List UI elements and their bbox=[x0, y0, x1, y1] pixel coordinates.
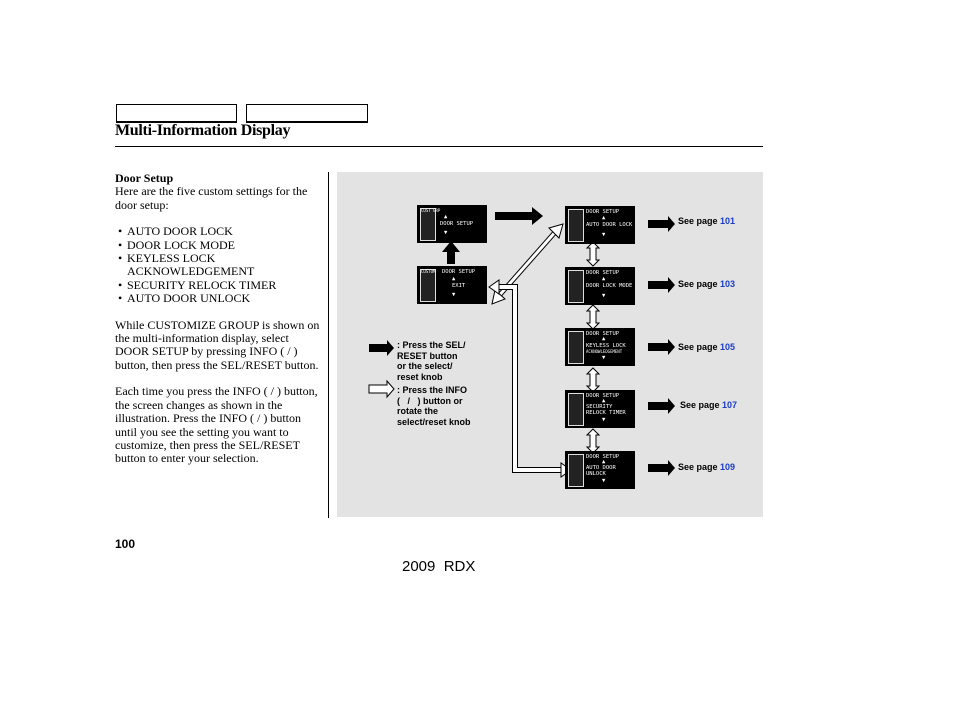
list-item: • DOOR LOCK MODE bbox=[115, 239, 323, 252]
header-tab-2 bbox=[246, 104, 368, 123]
info-updown-icon bbox=[587, 368, 599, 392]
column-divider bbox=[328, 172, 329, 518]
screen-line: ACKNOWLEDGEMENT bbox=[586, 349, 623, 354]
list-item: • AUTO DOOR LOCK bbox=[115, 225, 323, 238]
screen-line: SECURITY bbox=[586, 404, 613, 410]
legend-info: : Press the INFO ( / ) button or rotate the select/reset knob bbox=[397, 385, 471, 427]
settings-list bbox=[115, 225, 323, 305]
text-column bbox=[115, 172, 323, 466]
screen-title: DOOR SETUP bbox=[442, 269, 476, 275]
page-number: 100 bbox=[115, 537, 136, 551]
screen-title: DOOR SETUP bbox=[586, 270, 620, 276]
list-item: • SECURITY RELOCK TIMER bbox=[115, 279, 323, 292]
section-heading: Door Setup bbox=[115, 171, 174, 185]
see-page-107[interactable]: See page 107 bbox=[680, 400, 738, 410]
screen-tag: CUSTOM bbox=[421, 269, 436, 274]
list-item: • KEYLESS LOCK ACKNOWLEDGEMENT bbox=[115, 252, 323, 279]
see-page-arrow-icon bbox=[648, 277, 675, 293]
legend-sel-reset: : Press the SEL/ RESET button or the select/ reset knob bbox=[397, 340, 466, 382]
screen-line: EXIT bbox=[452, 283, 466, 289]
see-page-109[interactable]: See page 109 bbox=[678, 462, 736, 472]
info-updown-icon bbox=[587, 429, 599, 453]
screen-line: DOOR SETUP bbox=[440, 221, 474, 227]
info-return-arrow-icon bbox=[497, 287, 567, 470]
screen-title: DOOR SETUP bbox=[586, 393, 620, 399]
sel-arrow-up-icon bbox=[442, 241, 460, 264]
display-screen-security-relock: DOOR SETUP ▲ SECURITY RELOCK TIMER ▼ bbox=[565, 390, 635, 428]
see-page-arrow-icon bbox=[648, 460, 675, 476]
info-updown-icon bbox=[587, 242, 599, 266]
screen-line: AUTO DOOR LOCK bbox=[586, 222, 633, 228]
screen-title: DOOR SETUP bbox=[586, 454, 620, 460]
screen-title: DOOR SETUP bbox=[586, 209, 620, 215]
model-footer: 2009 RDX bbox=[402, 558, 476, 575]
legend-white-arrow-icon bbox=[369, 381, 394, 397]
display-screen-door-lock-mode: DOOR SETUP ▲ DOOR LOCK MODE ▼ bbox=[565, 267, 635, 305]
see-page-arrow-icon bbox=[648, 398, 675, 414]
header-tab-1 bbox=[116, 104, 237, 123]
sel-arrow-icon bbox=[495, 207, 543, 225]
see-page-101[interactable]: See page 101 bbox=[678, 216, 736, 226]
display-screen-exit: CUSTOM DOOR SETUP ▲ EXIT ▼ bbox=[417, 266, 487, 304]
display-screen-customize: CUST GRP ▲ DOOR SETUP ▼ bbox=[417, 205, 487, 243]
page-title: Multi-Information Display bbox=[115, 122, 291, 139]
display-screen-keyless-lock: DOOR SETUP ▲ KEYLESS LOCK ACKNOWLEDGEMENT ▼ bbox=[565, 328, 635, 366]
screen-line: KEYLESS LOCK bbox=[586, 343, 626, 349]
diagram-panel bbox=[337, 172, 763, 517]
header-rule bbox=[115, 146, 763, 147]
see-page-103[interactable]: See page 103 bbox=[678, 279, 736, 289]
screen-line: RELOCK TIMER bbox=[586, 410, 626, 416]
screen-title: DOOR SETUP bbox=[586, 331, 620, 337]
display-screen-auto-door-lock: DOOR SETUP ▲ AUTO DOOR LOCK ▼ bbox=[565, 206, 635, 244]
paragraph-select: While CUSTOMIZE GROUP is shown on the multi-information display, select DOOR SETUP by pressing INFO ( / ) button, then press the SEL/RESET button. bbox=[115, 317, 320, 372]
legend-black-arrow-icon bbox=[369, 340, 394, 356]
see-page-arrow-icon bbox=[648, 216, 675, 232]
list-item: • AUTO DOOR UNLOCK bbox=[115, 292, 323, 305]
screen-tag: CUST GRP bbox=[421, 208, 441, 213]
info-updown-icon bbox=[587, 305, 599, 329]
intro-text: Here are the five custom settings for the door setup: bbox=[115, 184, 308, 212]
screen-line: DOOR LOCK MODE bbox=[586, 283, 633, 289]
screen-line: AUTO DOOR bbox=[586, 465, 616, 471]
screen-line: UNLOCK bbox=[586, 471, 606, 477]
see-page-105[interactable]: See page 105 bbox=[678, 342, 736, 352]
display-screen-auto-door-unlock: DOOR SETUP ▲ AUTO DOOR UNLOCK ▼ bbox=[565, 451, 635, 489]
see-page-arrow-icon bbox=[648, 339, 675, 355]
paragraph-cycle: Each time you press the INFO ( / ) button, the screen changes as shown in the illustration. Press the INFO ( / ) button until you see the setting you want to customize, then press the SEL/RESET button to enter your selection. bbox=[115, 384, 318, 466]
